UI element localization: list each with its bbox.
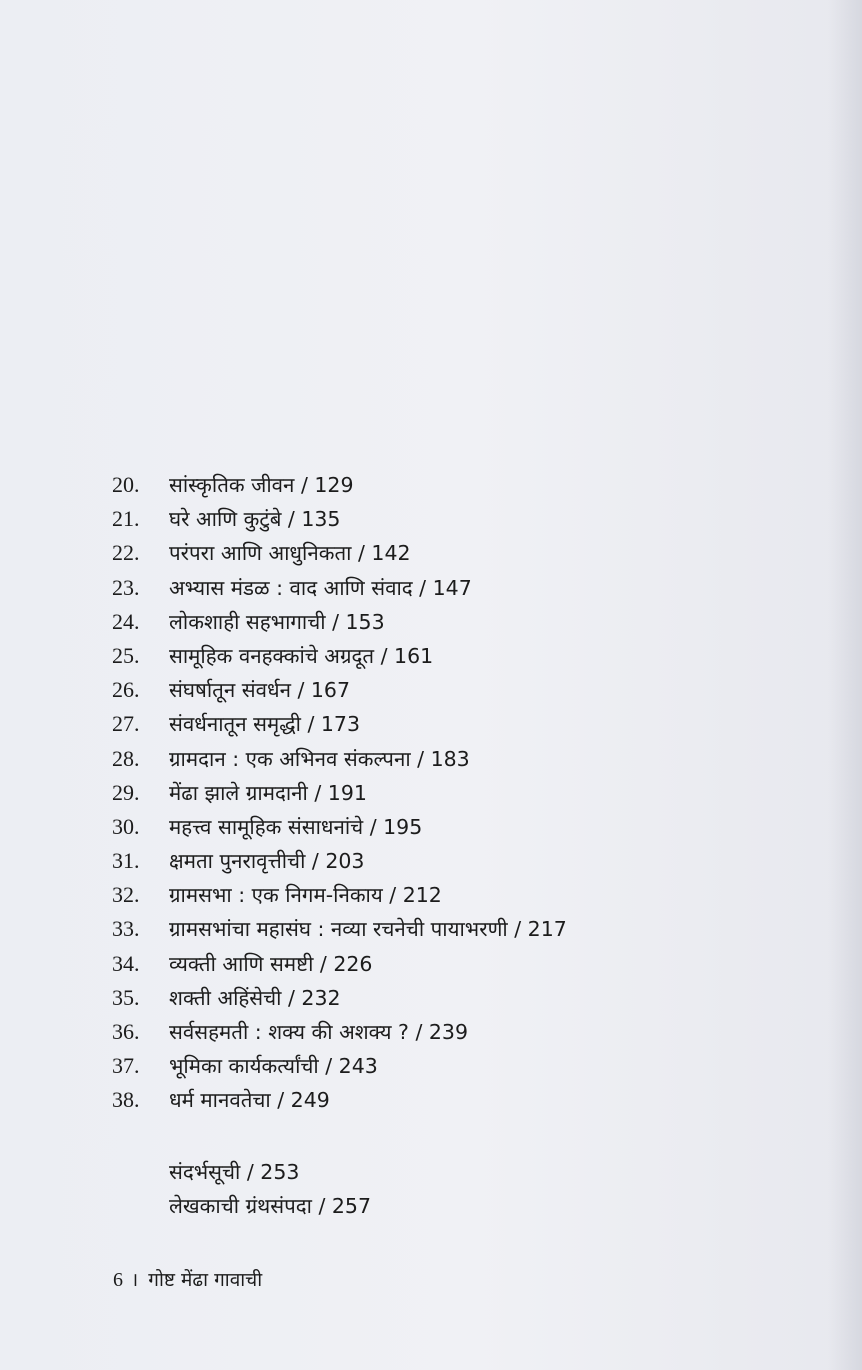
toc-entry-number: 38. (112, 1087, 140, 1113)
appendix-list (169, 1155, 569, 1223)
toc-entry (112, 981, 752, 1015)
toc-entry-number: 21. (112, 506, 140, 532)
toc-entry-title: सर्वसहमती : शक्य की अशक्य ? / 239 (169, 1020, 468, 1044)
toc-entry-title: धर्म मानवतेचा / 249 (169, 1088, 330, 1113)
toc-entry (112, 844, 752, 878)
appendix-entry-references: संदर्भसूची / 253 (169, 1160, 300, 1184)
table-of-contents (112, 468, 752, 1118)
toc-entry-title: लोकशाही सहभागाची / 153 (169, 609, 385, 634)
page-number: 6 (113, 1269, 123, 1291)
toc-entry (112, 810, 752, 844)
toc-entry (112, 673, 752, 707)
toc-entry (112, 639, 752, 673)
toc-entry (112, 1015, 752, 1049)
toc-entry-number: 20. (112, 472, 140, 497)
toc-entry-title: क्षमता पुनरावृत्तीची / 203 (169, 849, 365, 874)
toc-entry (112, 707, 752, 741)
toc-entry-title: महत्त्व सामूहिक संसाधनांचे / 195 (169, 814, 423, 839)
toc-entry-title: घरे आणि कुटुंबे / 135 (169, 507, 341, 532)
toc-entry-number: 31. (112, 848, 140, 874)
toc-entry (112, 536, 752, 570)
toc-entry-title: संवर्धनातून समृद्धी / 173 (169, 712, 361, 737)
toc-entry-title: परंपरा आणि आधुनिकता / 142 (169, 541, 411, 566)
toc-entry-number: 24. (112, 608, 140, 634)
toc-entry-number: 27. (112, 711, 140, 737)
toc-entry-number: 26. (112, 677, 140, 703)
toc-entry (112, 1083, 752, 1117)
toc-entry-number: 29. (112, 779, 140, 805)
toc-entry (112, 468, 752, 502)
toc-entry-number: 33. (112, 916, 140, 942)
toc-entry (112, 1049, 752, 1083)
toc-entry-title: सामूहिक वनहक्कांचे अग्रदूत / 161 (169, 643, 434, 668)
toc-entry-number: 30. (112, 813, 140, 839)
toc-entry-number: 37. (112, 1053, 140, 1079)
toc-entry-number: 35. (112, 984, 140, 1010)
toc-entry-title: ग्रामसभांचा महासंघ : नव्या रचनेची पायाभरणी / 217 (169, 917, 567, 942)
toc-entry-title: भूमिका कार्यकर्त्यांची / 243 (169, 1054, 378, 1079)
toc-entry-title: संघर्षातून संवर्धन / 167 (169, 678, 351, 703)
toc-entry-title: ग्रामसभा : एक निगम-निकाय / 212 (169, 883, 442, 908)
toc-entry (112, 878, 752, 912)
toc-entry (112, 742, 752, 776)
toc-entry-title: अभ्यास मंडळ : वाद आणि संवाद / 147 (169, 575, 472, 600)
page-edge-shadow (828, 0, 862, 1370)
toc-entry (112, 912, 752, 946)
toc-entry (112, 776, 752, 810)
footer-separator: । (131, 1269, 139, 1291)
toc-entry (112, 502, 752, 536)
appendix-entry-author-works: लेखकाची ग्रंथसंपदा / 257 (169, 1194, 371, 1218)
toc-entry-number: 34. (112, 950, 140, 976)
toc-entry-number: 28. (112, 745, 140, 771)
toc-entry-number: 23. (112, 574, 140, 600)
toc-entry-number: 25. (112, 642, 140, 668)
toc-entry-number: 36. (112, 1019, 140, 1044)
toc-entry (112, 571, 752, 605)
toc-entry-title: शक्ती अहिंसेची / 232 (169, 985, 341, 1010)
toc-entry-title: सांस्कृतिक जीवन / 129 (169, 473, 354, 497)
book-title: गोष्ट मेंढा गावाची (148, 1269, 263, 1291)
toc-entry-title: ग्रामदान : एक अभिनव संकल्पना / 183 (169, 746, 470, 771)
toc-entry-number: 22. (112, 540, 140, 566)
toc-entry-title: व्यक्ती आणि समष्टी / 226 (169, 951, 373, 976)
toc-entry-title: मेंढा झाले ग्रामदानी / 191 (169, 780, 367, 805)
toc-entry (112, 605, 752, 639)
toc-entry (112, 947, 752, 981)
toc-entry-number: 32. (112, 882, 140, 908)
page-footer (113, 1260, 262, 1300)
